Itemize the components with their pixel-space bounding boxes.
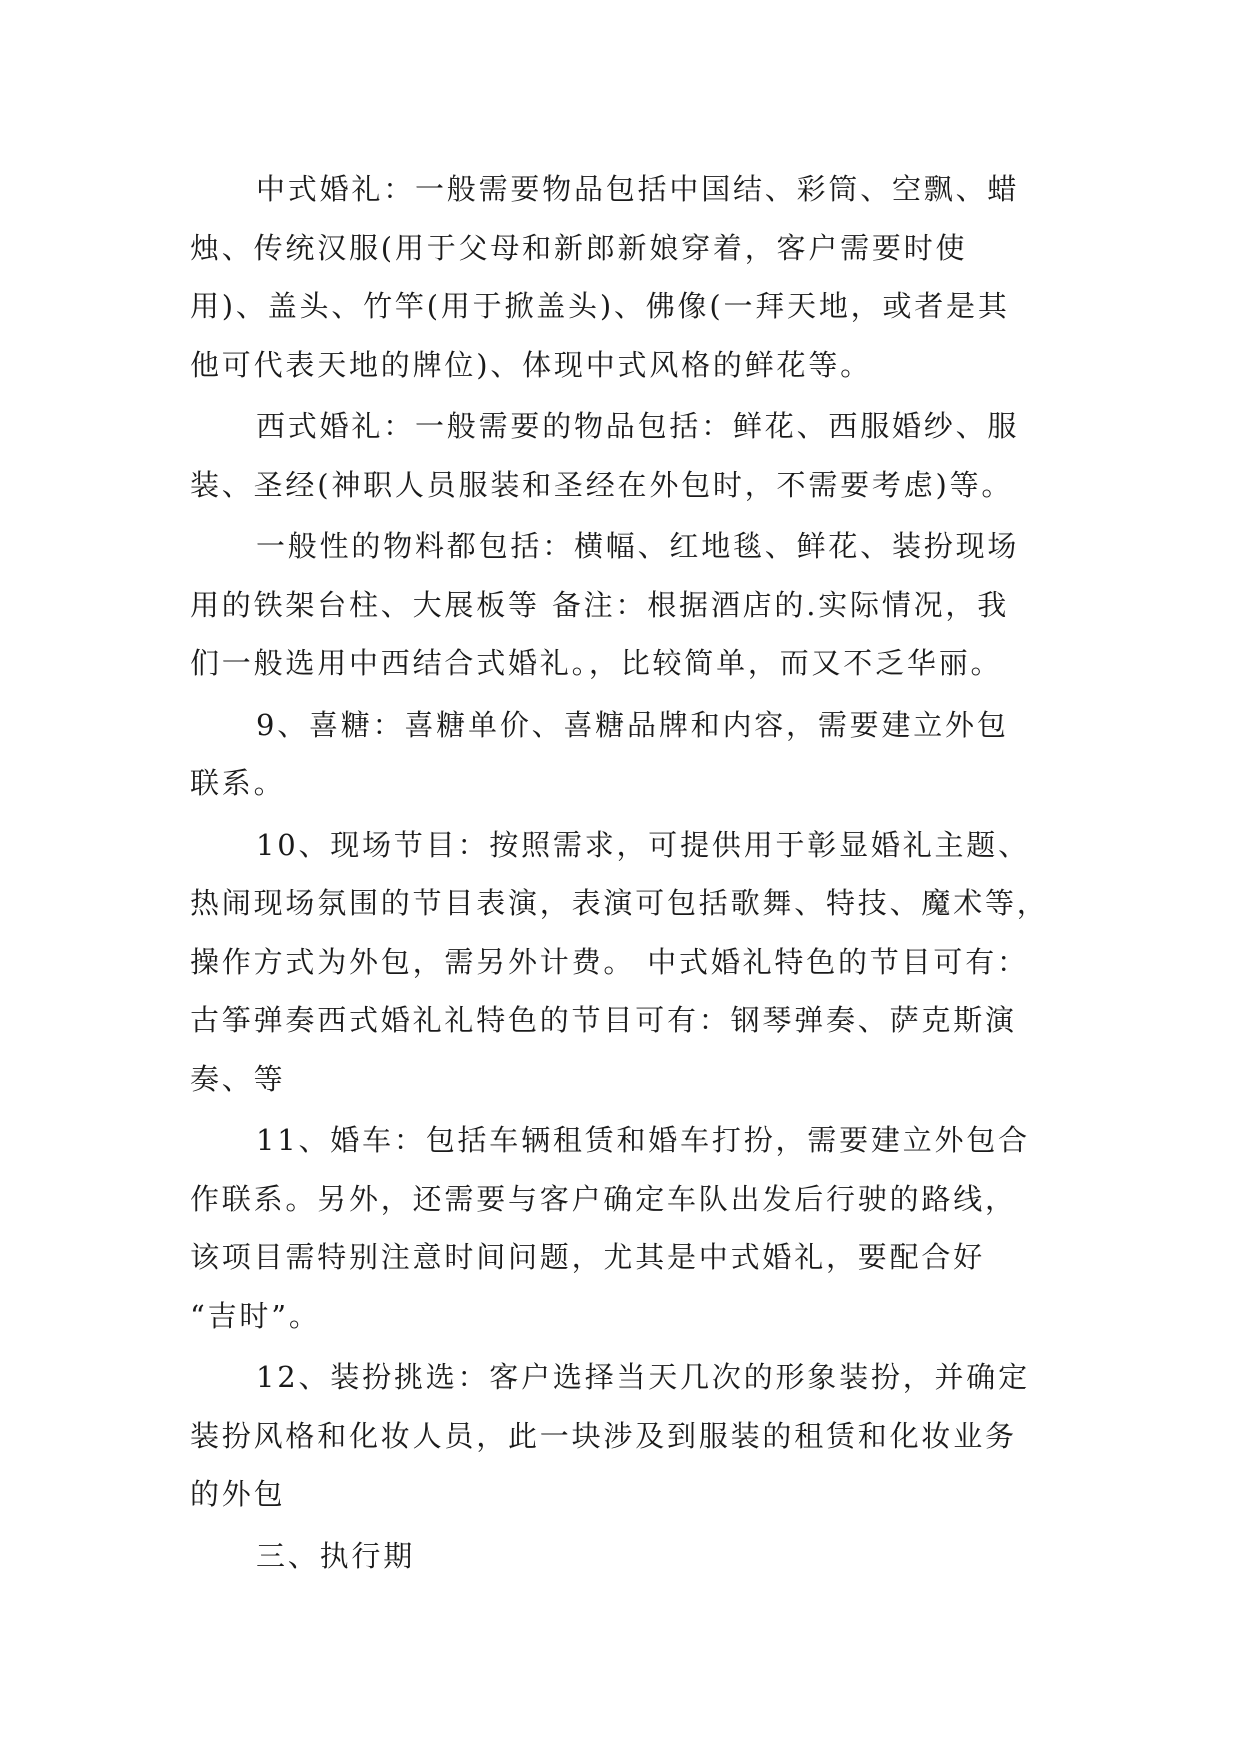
document-body <box>190 160 1050 1588</box>
paragraph-line: 11、婚车：包括车辆租赁和婚车打扮，需要建立外包合 <box>256 1123 1030 1157</box>
paragraph-line: 装扮风格和化妆人员，此一块涉及到服装的租赁和化妆业务 <box>190 1418 1017 1453</box>
paragraph-line: 烛、传统汉服(用于父母和新郎新娘穿着，客户需要时使 <box>190 230 968 265</box>
paragraph-line: 联系。 <box>190 766 286 800</box>
section-heading-text: 三、执行期 <box>256 1538 416 1573</box>
section-heading-execution <box>190 1527 1050 1586</box>
paragraph-line: 古筝弹奏西式婚礼礼特色的节目可有：钢琴弹奏、萨克斯演 <box>190 1003 1017 1037</box>
paragraph-line: 的外包 <box>190 1477 286 1511</box>
paragraph-line: 奏、等 <box>190 1061 286 1096</box>
paragraph-live-program <box>190 816 1050 1109</box>
paragraph-chinese-wedding <box>190 160 1050 394</box>
paragraph-line: 中式婚礼：一般需要物品包括中国结、彩筒、空飘、蜡 <box>256 172 1020 206</box>
paragraph-wedding-candy <box>190 696 1050 813</box>
paragraph-line: “吉时”。 <box>190 1298 321 1333</box>
paragraph-general-materials <box>190 517 1050 693</box>
paragraph-line: 装、圣经(神职人员服装和圣经在外包时，不需要考虑)等。 <box>190 467 1014 502</box>
paragraph-line: 该项目需特别注意时间问题，尤其是中式婚礼，要配合好 <box>190 1240 986 1274</box>
paragraph-line: 作联系。另外，还需要与客户确定车队出发后行驶的路线， <box>190 1181 1017 1216</box>
paragraph-dressing-selection <box>190 1348 1050 1524</box>
paragraph-line: 一般性的物料都包括：横幅、红地毯、鲜花、装扮现场 <box>256 529 1020 563</box>
paragraph-line: 12、装扮挑选：客户选择当天几次的形象装扮，并确定 <box>256 1360 1030 1394</box>
paragraph-line: 们一般选用中西结合式婚礼。，比较简单，而又不乏华丽。 <box>190 646 1003 680</box>
paragraph-line: 西式婚礼：一般需要的物品包括：鲜花、西服婚纱、服 <box>256 409 1020 443</box>
paragraph-wedding-car <box>190 1111 1050 1345</box>
paragraph-line: 10、现场节目：按照需求，可提供用于彰显婚礼主题、 <box>256 827 1030 862</box>
paragraph-line: 热闹现场氛围的节目表演，表演可包括歌舞、特技、魔术等， <box>190 886 1049 920</box>
paragraph-line: 用的铁架台柱、大展板等 备注：根据酒店的.实际情况，我 <box>190 587 1010 622</box>
paragraph-line: 操作方式为外包，需另外计费。 中式婚礼特色的节目可有： <box>190 944 1029 979</box>
paragraph-line: 他可代表天地的牌位)、体现中式风格的鲜花等。 <box>190 347 872 382</box>
paragraph-line: 9、喜糖：喜糖单价、喜糖品牌和内容，需要建立外包 <box>256 707 1009 742</box>
paragraph-western-wedding <box>190 397 1050 514</box>
paragraph-line: 用)、盖头、竹竿(用于掀盖头)、佛像(一拜天地，或者是其 <box>190 289 1010 323</box>
